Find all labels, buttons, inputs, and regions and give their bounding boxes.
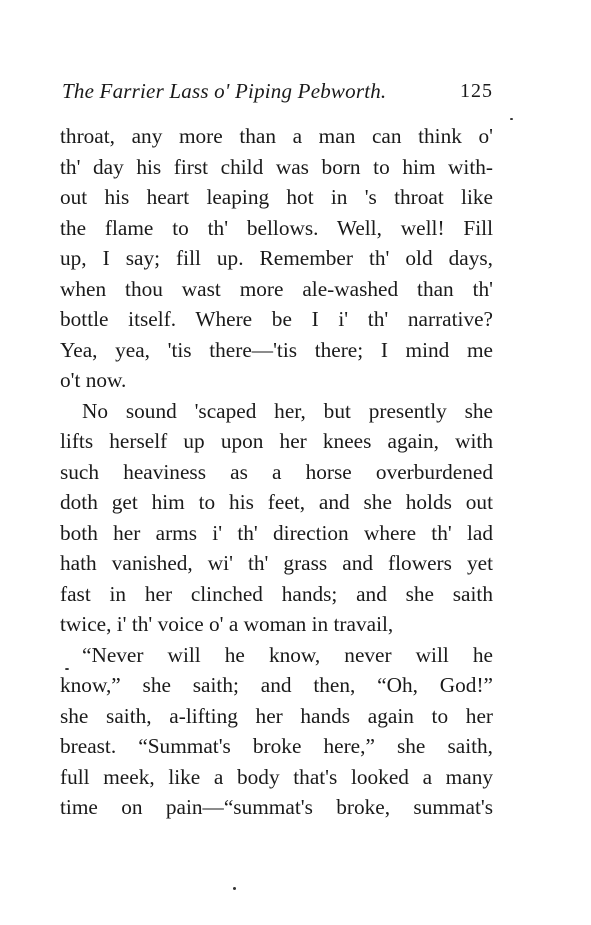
running-title: The Farrier Lass o' Piping Pebworth.: [62, 79, 387, 103]
text-line: up, I say; fill up. Remember th' old days,: [60, 246, 493, 270]
text-line: lifts herself up upon her knees again, with: [60, 429, 493, 453]
text-line: hath vanished, wi' th' grass and flowers yet: [60, 551, 493, 575]
running-head: [62, 79, 493, 109]
text-line: time on pain—“summat's broke, summat's: [60, 795, 493, 819]
text-line: when thou wast more ale-washed than th': [60, 276, 493, 301]
text-line: o't now.: [60, 368, 127, 392]
text-line: she saith, a-lifting her hands again to her: [60, 703, 493, 728]
text-line: twice, i' th' voice o' a woman in travail,: [60, 612, 394, 636]
text-line: full meek, like a body that's looked a many: [60, 764, 493, 789]
ink-speck: [233, 887, 236, 890]
text-line: throat, any more than a man can think o': [60, 124, 493, 148]
ink-speck: [65, 668, 69, 670]
page-number: 125: [460, 80, 493, 102]
paragraph: [60, 121, 493, 396]
ink-speck: [510, 118, 513, 120]
text-line: No sound 'scaped her, but presently she: [82, 398, 493, 423]
paragraph: [60, 640, 493, 823]
text-line: “Never will he know, never will he: [82, 642, 493, 667]
text-line: breast. “Summat's broke here,” she saith,: [60, 734, 493, 758]
text-line: such heaviness as a horse overburdened: [60, 459, 493, 484]
text-line: out his heart leaping hot in 's throat like: [60, 185, 493, 209]
text-line: Yea, yea, 'tis there—'tis there; I mind me: [60, 337, 493, 362]
body-text: [60, 121, 493, 823]
text-line: fast in her clinched hands; and she saith: [60, 581, 493, 606]
text-line: know,” she saith; and then, “Oh, God!”: [60, 673, 493, 697]
paragraph: [60, 396, 493, 640]
text-line: doth get him to his feet, and she holds out: [60, 490, 493, 514]
text-line: both her arms i' th' direction where th' lad: [60, 520, 493, 545]
text-line: bottle itself. Where be I i' th' narrative?: [60, 307, 493, 331]
text-line: the flame to th' bellows. Well, well! Fill: [60, 215, 493, 240]
text-line: th' day his first child was born to him with-: [60, 154, 493, 179]
